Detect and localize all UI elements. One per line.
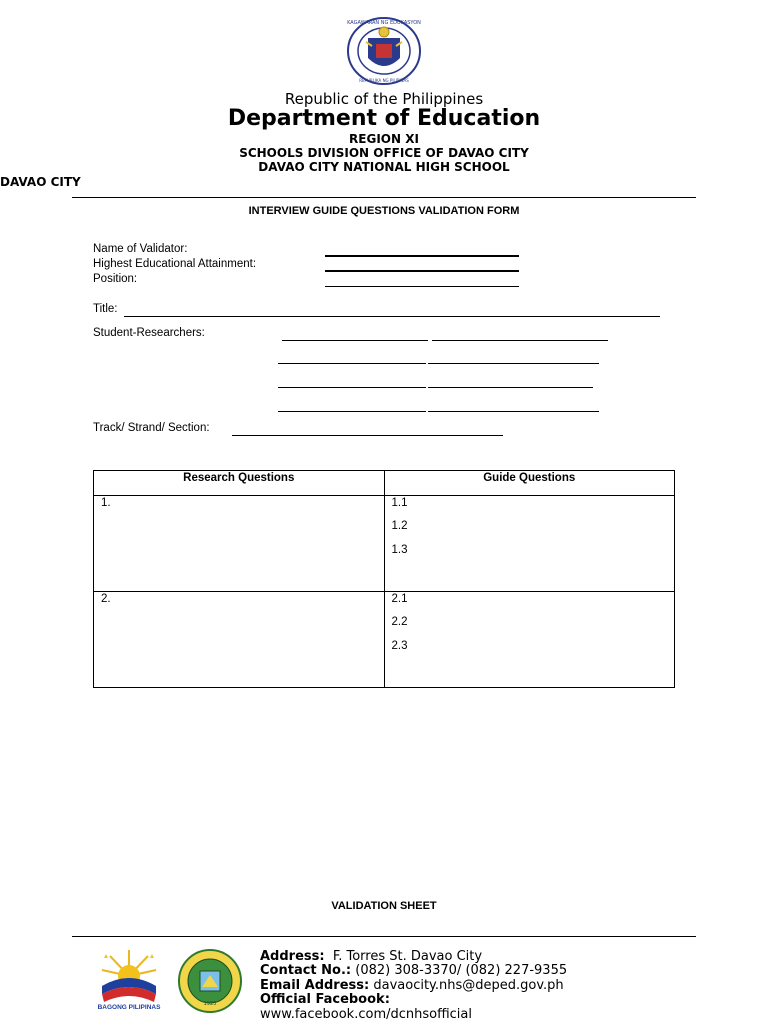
guide-number: 2.1 (391, 593, 408, 605)
division-heading: SCHOOLS DIVISION OFFICE OF DAVAO CITY (239, 146, 529, 160)
facebook-line (260, 993, 567, 1007)
department-heading: Department of Education (227, 106, 541, 131)
form-title: INTERVIEW GUIDE QUESTIONS VALIDATION FORM (248, 205, 520, 217)
bagong-pilipinas-logo (96, 946, 162, 1014)
researcher-field-1[interactable] (282, 340, 428, 341)
contact-label: Contact No.: (260, 963, 352, 979)
email-label: Email Address: (260, 977, 370, 993)
facebook-link[interactable]: www.facebook.com/dcnhsofficial (260, 1006, 472, 1022)
contact-line (260, 964, 567, 978)
validator-label: Name of Validator: (93, 243, 188, 255)
guide-number: 1.2 (391, 520, 408, 532)
header-divider (72, 197, 696, 198)
questions-table (93, 470, 675, 688)
footer-divider (72, 936, 696, 937)
school-seal-logo (178, 949, 242, 1013)
attainment-label: Highest Educational Attainment: (93, 258, 257, 270)
guide-question-cell[interactable] (384, 496, 675, 592)
researcher-field-6[interactable] (428, 387, 593, 388)
guide-question-cell[interactable] (384, 592, 675, 688)
guide-questions-header: Guide Questions (384, 471, 675, 496)
footer-contact (260, 950, 567, 1022)
validator-field[interactable] (325, 255, 519, 257)
svg-text:KAGAWARAN NG EDUKASYON: KAGAWARAN NG EDUKASYON (347, 20, 421, 26)
track-field[interactable] (232, 435, 503, 436)
republic-heading: Republic of the Philippines (284, 90, 484, 108)
guide-number: 2.2 (391, 616, 408, 628)
position-label: Position: (93, 273, 138, 285)
table-row (94, 592, 675, 688)
researcher-field-7[interactable] (278, 411, 426, 412)
attainment-field[interactable] (325, 270, 519, 272)
davao-city-label: DAVAO CITY (0, 175, 81, 189)
address-line (260, 950, 567, 964)
email-line (260, 979, 567, 993)
facebook-label: Official Facebook: (260, 992, 390, 1008)
address-label: Address: (260, 949, 325, 964)
bagong-pilipinas-label: BAGONG PILIPINAS (97, 1004, 161, 1011)
researcher-field-3[interactable] (278, 363, 426, 364)
track-label: Track/ Strand/ Section: (93, 422, 210, 434)
research-questions-header: Research Questions (94, 471, 385, 496)
researcher-field-5[interactable] (278, 387, 426, 388)
question-number: 1. (101, 497, 111, 509)
svg-text:REPUBLIKA NG PILIPINAS: REPUBLIKA NG PILIPINAS (359, 78, 409, 83)
guide-number: 1.3 (391, 544, 408, 556)
title-field[interactable] (124, 316, 660, 317)
researchers-label: Student-Researchers: (93, 327, 205, 339)
table-row (94, 496, 675, 592)
researcher-field-4[interactable] (428, 363, 599, 364)
table-header-row (94, 471, 675, 496)
svg-text:1923: 1923 (203, 1001, 217, 1007)
address-value: F. Torres St. Davao City (332, 949, 483, 964)
contact-value: (082) 308-3370/ (082) 227-9355 (355, 963, 568, 979)
researcher-field-8[interactable] (428, 411, 599, 412)
research-question-cell[interactable] (94, 592, 385, 688)
guide-number: 2.3 (391, 640, 408, 652)
deped-seal-logo (346, 16, 422, 86)
email-value[interactable]: davaocity.nhs@deped.gov.ph (373, 977, 564, 993)
researcher-field-2[interactable] (432, 340, 608, 341)
research-question-cell[interactable] (94, 496, 385, 592)
question-number: 2. (101, 593, 111, 605)
guide-number: 1.1 (391, 497, 408, 509)
region-heading: REGION XI (349, 132, 419, 146)
school-heading: DAVAO CITY NATIONAL HIGH SCHOOL (258, 160, 510, 174)
title-label: Title: (93, 303, 118, 315)
validation-sheet-title: VALIDATION SHEET (331, 900, 437, 912)
position-field[interactable] (325, 286, 519, 287)
